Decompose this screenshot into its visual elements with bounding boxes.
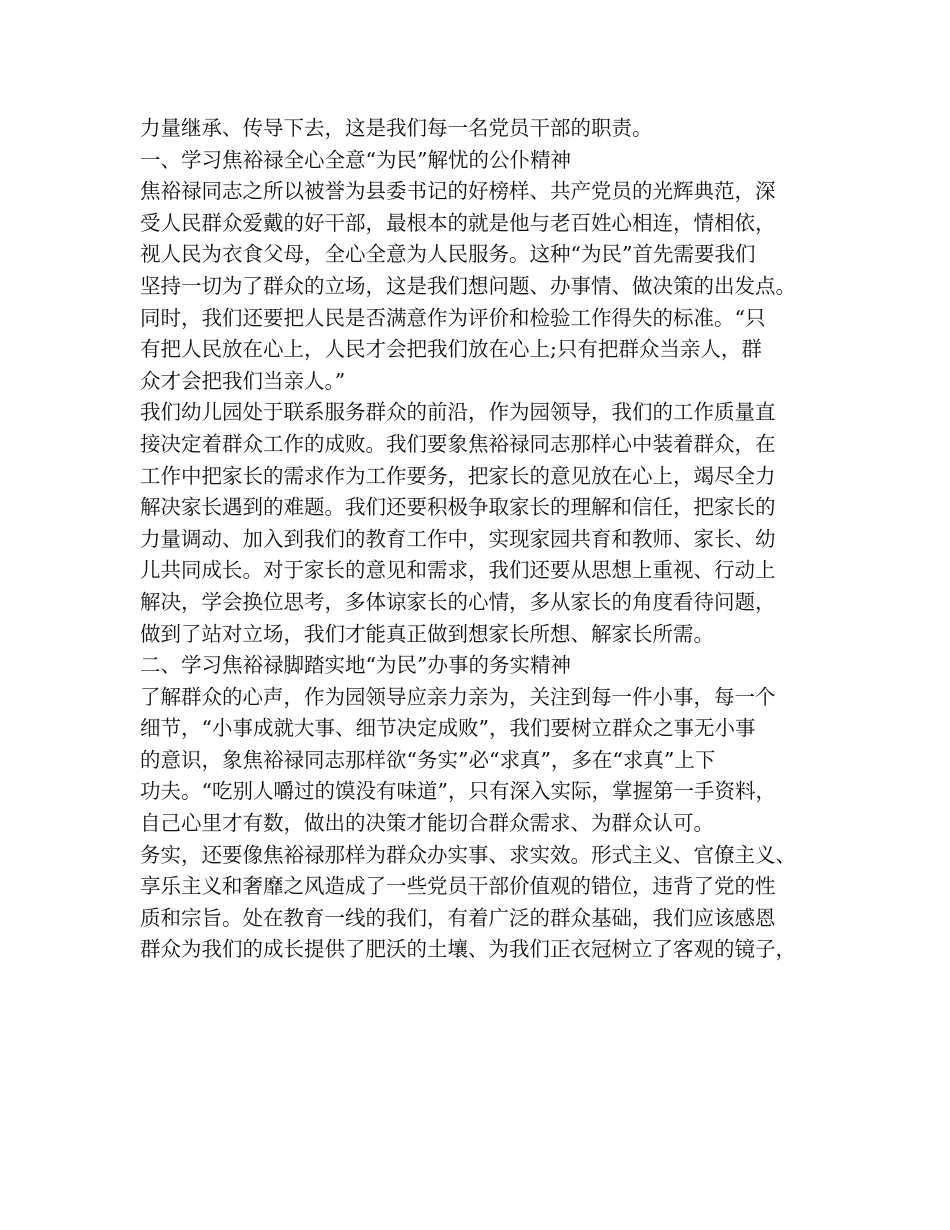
text-line: 做到了站对立场，我们才能真正做到想家长所想、解家长所需。	[140, 621, 714, 646]
text-line: 功夫。“吃别人嚼过的馍没有味道”，只有深入实际，掌握第一手资料，	[140, 779, 776, 804]
text-line: 焦裕禄同志之所以被誉为县委书记的好榜样、共产党员的光辉典范，深	[140, 179, 776, 204]
text-line: 同时，我们还要把人民是否满意作为评价和检验工作得失的标准。“只	[140, 305, 766, 330]
text-line: 的意识，象焦裕禄同志那样欲“务实”必“求真”，多在“求真”上下	[140, 747, 716, 772]
text-line: 了解群众的心声，作为园领导应亲力亲为，关注到每一件小事，每一个	[140, 684, 776, 709]
text-line: 细节，“小事成就大事、细节决定成败”，我们要树立群众之事无小事	[140, 716, 756, 741]
text-line: 众才会把我们当亲人。”	[140, 368, 346, 393]
text-line: 解决家长遇到的难题。我们还要积极争取家长的理解和信任，把家长的	[140, 495, 776, 520]
text-line: 儿共同成长。对于家长的意见和需求，我们还要从思想上重视、行动上	[140, 558, 776, 583]
section-heading-2: 二、学习焦裕禄脚踏实地“为民”办事的务实精神	[140, 653, 571, 678]
text-line: 质和宗旨。处在教育一线的我们，有着广泛的群众基础，我们应该感恩	[140, 905, 776, 930]
text-line: 坚持一切为了群众的立场，这是我们想问题、办事情、做决策的出发点。	[140, 273, 796, 298]
text-line: 受人民群众爱戴的好干部，最根本的就是他与老百姓心相连，情相依，	[140, 210, 776, 235]
text-line: 自己心里才有数，做出的决策才能切合群众需求、为群众认可。	[140, 811, 714, 836]
section-heading-1: 一、学习焦裕禄全心全意“为民”解忧的公仆精神	[140, 147, 571, 172]
text-line: 群众为我们的成长提供了肥沃的土壤、为我们正衣冠树立了客观的镜子，	[140, 937, 796, 962]
text-line: 接决定着群众工作的成败。我们要象焦裕禄同志那样心中装着群众，在	[140, 431, 776, 456]
text-line: 解决，学会换位思考，多体谅家长的心情，多从家长的角度看待问题，	[140, 589, 776, 614]
text-line: 有把人民放在心上，人民才会把我们放在心上;只有把群众当亲人，群	[140, 337, 762, 362]
text-line: 力量继承、传导下去，这是我们每一名党员干部的职责。	[140, 116, 653, 140]
text-line: 工作中把家长的需求作为工作要务，把家长的意见放在心上，竭尽全力	[140, 463, 776, 488]
text-line: 享乐主义和奢靡之风造成了一些党员干部价值观的错位，违背了党的性	[140, 874, 776, 899]
text-line: 力量调动、加入到我们的教育工作中，实现家园共育和教师、家长、幼	[140, 526, 776, 551]
text-line: 务实，还要像焦裕禄那样为群众办实事、求实效。形式主义、官僚主义、	[140, 842, 796, 867]
text-line: 我们幼儿园处于联系服务群众的前沿，作为园领导，我们的工作质量直	[140, 400, 776, 425]
text-line: 视人民为衣食父母，全心全意为人民服务。这种“为民”首先需要我们	[140, 242, 756, 267]
document-body	[140, 113, 840, 966]
